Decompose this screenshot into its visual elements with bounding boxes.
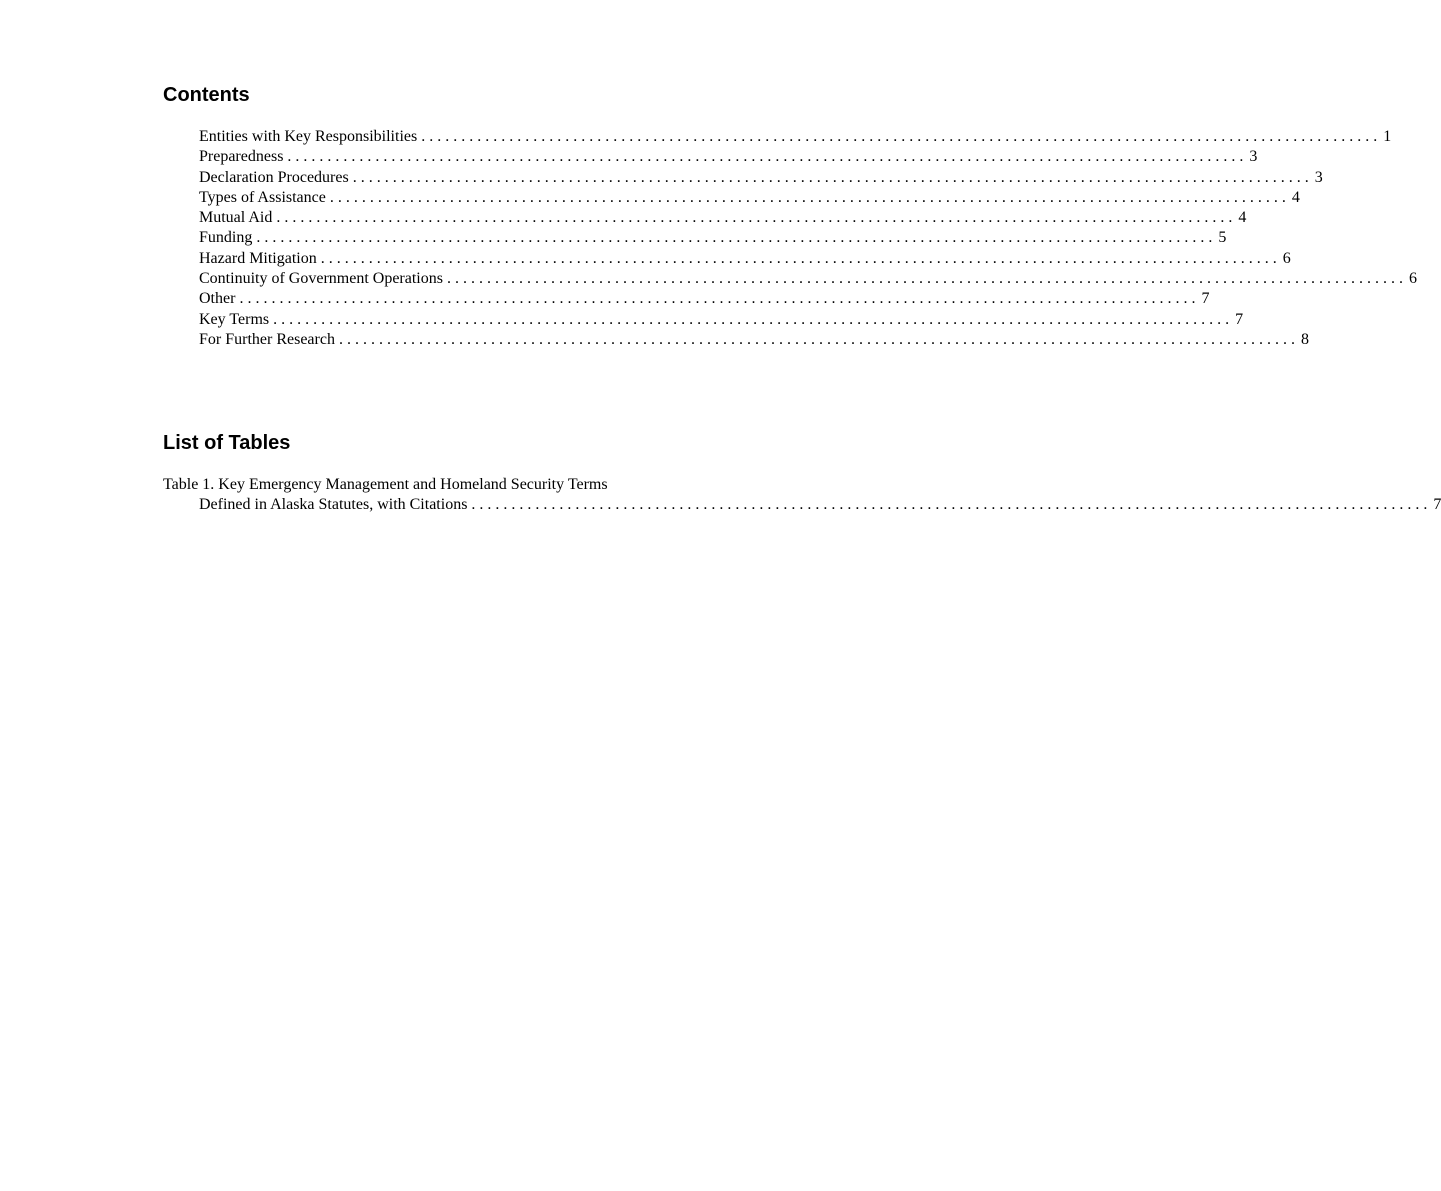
dot-leader: ........................................................................................................................ [239, 290, 1200, 308]
dot-leader: ........................................................................................................................ [256, 229, 1217, 247]
table-entry-continuation-line [163, 495, 1441, 515]
toc-entry-title: Mutual Aid [199, 208, 276, 228]
toc-entry-title: For Further Research [199, 330, 339, 350]
dot-leader: ........................................................................................................................ [329, 188, 1290, 206]
toc-entry-page: 7 [1201, 290, 1210, 308]
toc-entry[interactable] [199, 228, 1227, 248]
toc-entry-title: Key Terms [199, 310, 273, 330]
toc-entry-page: 3 [1314, 168, 1323, 186]
toc-entry-page: 5 [1218, 229, 1227, 247]
toc-entry-page: 3 [1249, 148, 1258, 166]
toc-entry-page: 6 [1282, 249, 1291, 267]
dot-leader: ........................................................................................................................ [338, 330, 1299, 348]
dot-leader: ........................................................................................................................ [446, 270, 1407, 288]
dot-leader: ........................................................................................................................ [273, 310, 1234, 328]
toc-entry-page: 8 [1300, 330, 1309, 348]
toc-entry[interactable] [199, 269, 1417, 289]
toc-entry[interactable] [199, 330, 1309, 350]
table-entry-continuation: Defined in Alaska Statutes, with Citations [199, 495, 471, 515]
toc-entry[interactable] [199, 249, 1291, 269]
toc-entry-page: 6 [1408, 270, 1417, 288]
dot-leader: ........................................................................................................................ [471, 496, 1432, 514]
toc-entry-title: Funding [199, 228, 256, 248]
table-entry-label: Table 1. Key Emergency Management and Homeland Security Terms [163, 476, 608, 493]
toc-entry-title: Other [199, 289, 239, 309]
contents-list [199, 127, 1417, 350]
toc-entry[interactable] [199, 289, 1210, 309]
list-of-tables-entry[interactable] [163, 475, 1441, 516]
dot-leader: ........................................................................................................................ [276, 209, 1237, 227]
dot-leader: ........................................................................................................................ [352, 168, 1313, 186]
toc-entry-title: Preparedness [199, 147, 287, 167]
toc-entry[interactable] [199, 127, 1392, 147]
toc-entry-page: 4 [1238, 209, 1247, 227]
toc-entry-page: 7 [1235, 310, 1244, 328]
toc-entry-title: Types of Assistance [199, 188, 330, 208]
toc-entry[interactable] [199, 147, 1258, 167]
toc-entry-title: Hazard Mitigation [199, 249, 321, 269]
toc-entry-page: 4 [1291, 188, 1300, 206]
toc-entry-page: 1 [1383, 128, 1392, 145]
table-entry-page: 7 [1433, 496, 1441, 514]
dot-leader: ........................................................................................................................ [421, 128, 1382, 145]
toc-entry[interactable] [199, 310, 1244, 330]
toc-entry[interactable] [199, 188, 1300, 208]
toc-entry[interactable] [199, 168, 1323, 188]
list-of-tables-heading: List of Tables [163, 432, 291, 454]
toc-entry-title: Entities with Key Responsibilities [199, 127, 421, 147]
dot-leader: ........................................................................................................................ [320, 249, 1281, 267]
toc-entry-title: Continuity of Government Operations [199, 269, 447, 289]
toc-entry[interactable] [199, 208, 1247, 228]
dot-leader: ........................................................................................................................ [287, 148, 1248, 166]
toc-entry-title: Declaration Procedures [199, 168, 353, 188]
contents-heading: Contents [163, 84, 250, 106]
